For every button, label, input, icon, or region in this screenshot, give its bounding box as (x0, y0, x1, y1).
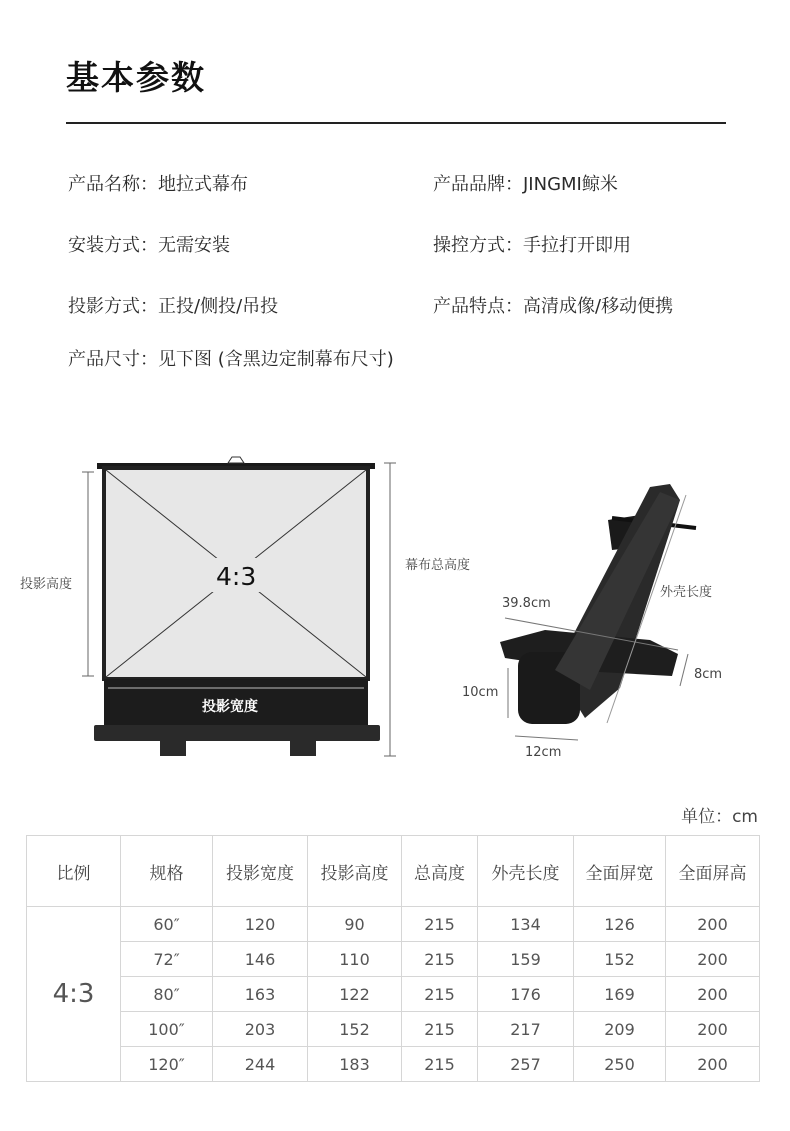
table-row (27, 977, 760, 1012)
label-total-height: 幕布总高度 (405, 558, 471, 573)
header-spec: 规格 (121, 836, 213, 907)
label-projection-width: 投影宽度 (202, 699, 258, 715)
cell-proj-width: 163 (213, 977, 308, 1012)
param-product-name: 产品名称：地拉式幕布 (68, 174, 248, 195)
cell-proj-height: 152 (308, 1012, 402, 1047)
cell-shell-length: 159 (478, 942, 574, 977)
screen-base (94, 725, 380, 741)
cell-full-width: 152 (574, 942, 666, 977)
cell-proj-height: 90 (308, 907, 402, 942)
param-size: 产品尺寸：见下图 (含黑边定制幕布尺寸) (68, 349, 394, 370)
cell-full-width: 126 (574, 907, 666, 942)
cell-shell-length: 257 (478, 1047, 574, 1082)
screen-foot-right (290, 739, 316, 756)
table-row (27, 1012, 760, 1047)
title-divider (66, 122, 726, 124)
param-install: 安装方式：无需安装 (68, 235, 230, 256)
param-projection: 投影方式：正投/侧投/吊投 (68, 296, 279, 317)
header-proj-width: 投影宽度 (213, 836, 308, 907)
header-full-height: 全面屏高 (666, 836, 760, 907)
cell-spec: 120″ (121, 1047, 213, 1082)
header-full-width: 全面屏宽 (574, 836, 666, 907)
table-row (27, 1047, 760, 1082)
cell-shell-length: 176 (478, 977, 574, 1012)
spec-table (26, 835, 760, 1082)
cell-spec: 100″ (121, 1012, 213, 1047)
label-dim-12: 12cm (525, 745, 562, 760)
label-shell-length: 外壳长度 (660, 585, 713, 600)
header-ratio: 比例 (27, 836, 121, 907)
table-header-row (27, 836, 760, 907)
table-row (27, 942, 760, 977)
cell-proj-width: 120 (213, 907, 308, 942)
cell-full-height: 200 (666, 1012, 760, 1047)
label-dim-8: 8cm (694, 667, 723, 682)
cell-proj-width: 146 (213, 942, 308, 977)
dim-12-line (515, 736, 578, 740)
param-control: 操控方式：手拉打开即用 (433, 235, 631, 256)
param-features: 产品特点：高清成像/移动便携 (433, 296, 674, 317)
cell-shell-length: 217 (478, 1012, 574, 1047)
cell-full-width: 209 (574, 1012, 666, 1047)
cell-spec: 80″ (121, 977, 213, 1012)
table-row (27, 907, 760, 942)
cell-shell-length: 134 (478, 907, 574, 942)
cell-full-height: 200 (666, 1047, 760, 1082)
cell-full-height: 200 (666, 977, 760, 1012)
cell-spec: 72″ (121, 942, 213, 977)
header-total-height: 总高度 (402, 836, 478, 907)
ratio-label: 4:3 (216, 562, 257, 591)
header-proj-height: 投影高度 (308, 836, 402, 907)
cell-full-height: 200 (666, 942, 760, 977)
cell-proj-width: 203 (213, 1012, 308, 1047)
cell-full-height: 200 (666, 907, 760, 942)
ratio-cell: 4:3 (27, 907, 121, 1082)
cell-total-height: 215 (402, 977, 478, 1012)
label-dim-39-8: 39.8cm (502, 596, 551, 611)
cell-proj-height: 183 (308, 1047, 402, 1082)
label-dim-10: 10cm (462, 685, 499, 700)
header-shell-length: 外壳长度 (478, 836, 574, 907)
cell-total-height: 215 (402, 907, 478, 942)
cell-proj-height: 122 (308, 977, 402, 1012)
screen-foot-left (160, 739, 186, 756)
cell-proj-height: 110 (308, 942, 402, 977)
cell-total-height: 215 (402, 1047, 478, 1082)
label-projection-height: 投影高度 (20, 577, 73, 592)
cell-full-width: 169 (574, 977, 666, 1012)
cell-proj-width: 244 (213, 1047, 308, 1082)
dim-8-line (680, 654, 688, 686)
cell-full-width: 250 (574, 1047, 666, 1082)
cell-total-height: 215 (402, 1012, 478, 1047)
hook-icon (228, 457, 244, 463)
screen-dimension-figure (0, 440, 790, 780)
cell-spec: 60″ (121, 907, 213, 942)
cell-total-height: 215 (402, 942, 478, 977)
unit-label: 单位：cm (681, 807, 758, 827)
page-title: 基本参数 (66, 58, 206, 97)
param-brand: 产品品牌：JINGMI鲸米 (433, 174, 618, 195)
